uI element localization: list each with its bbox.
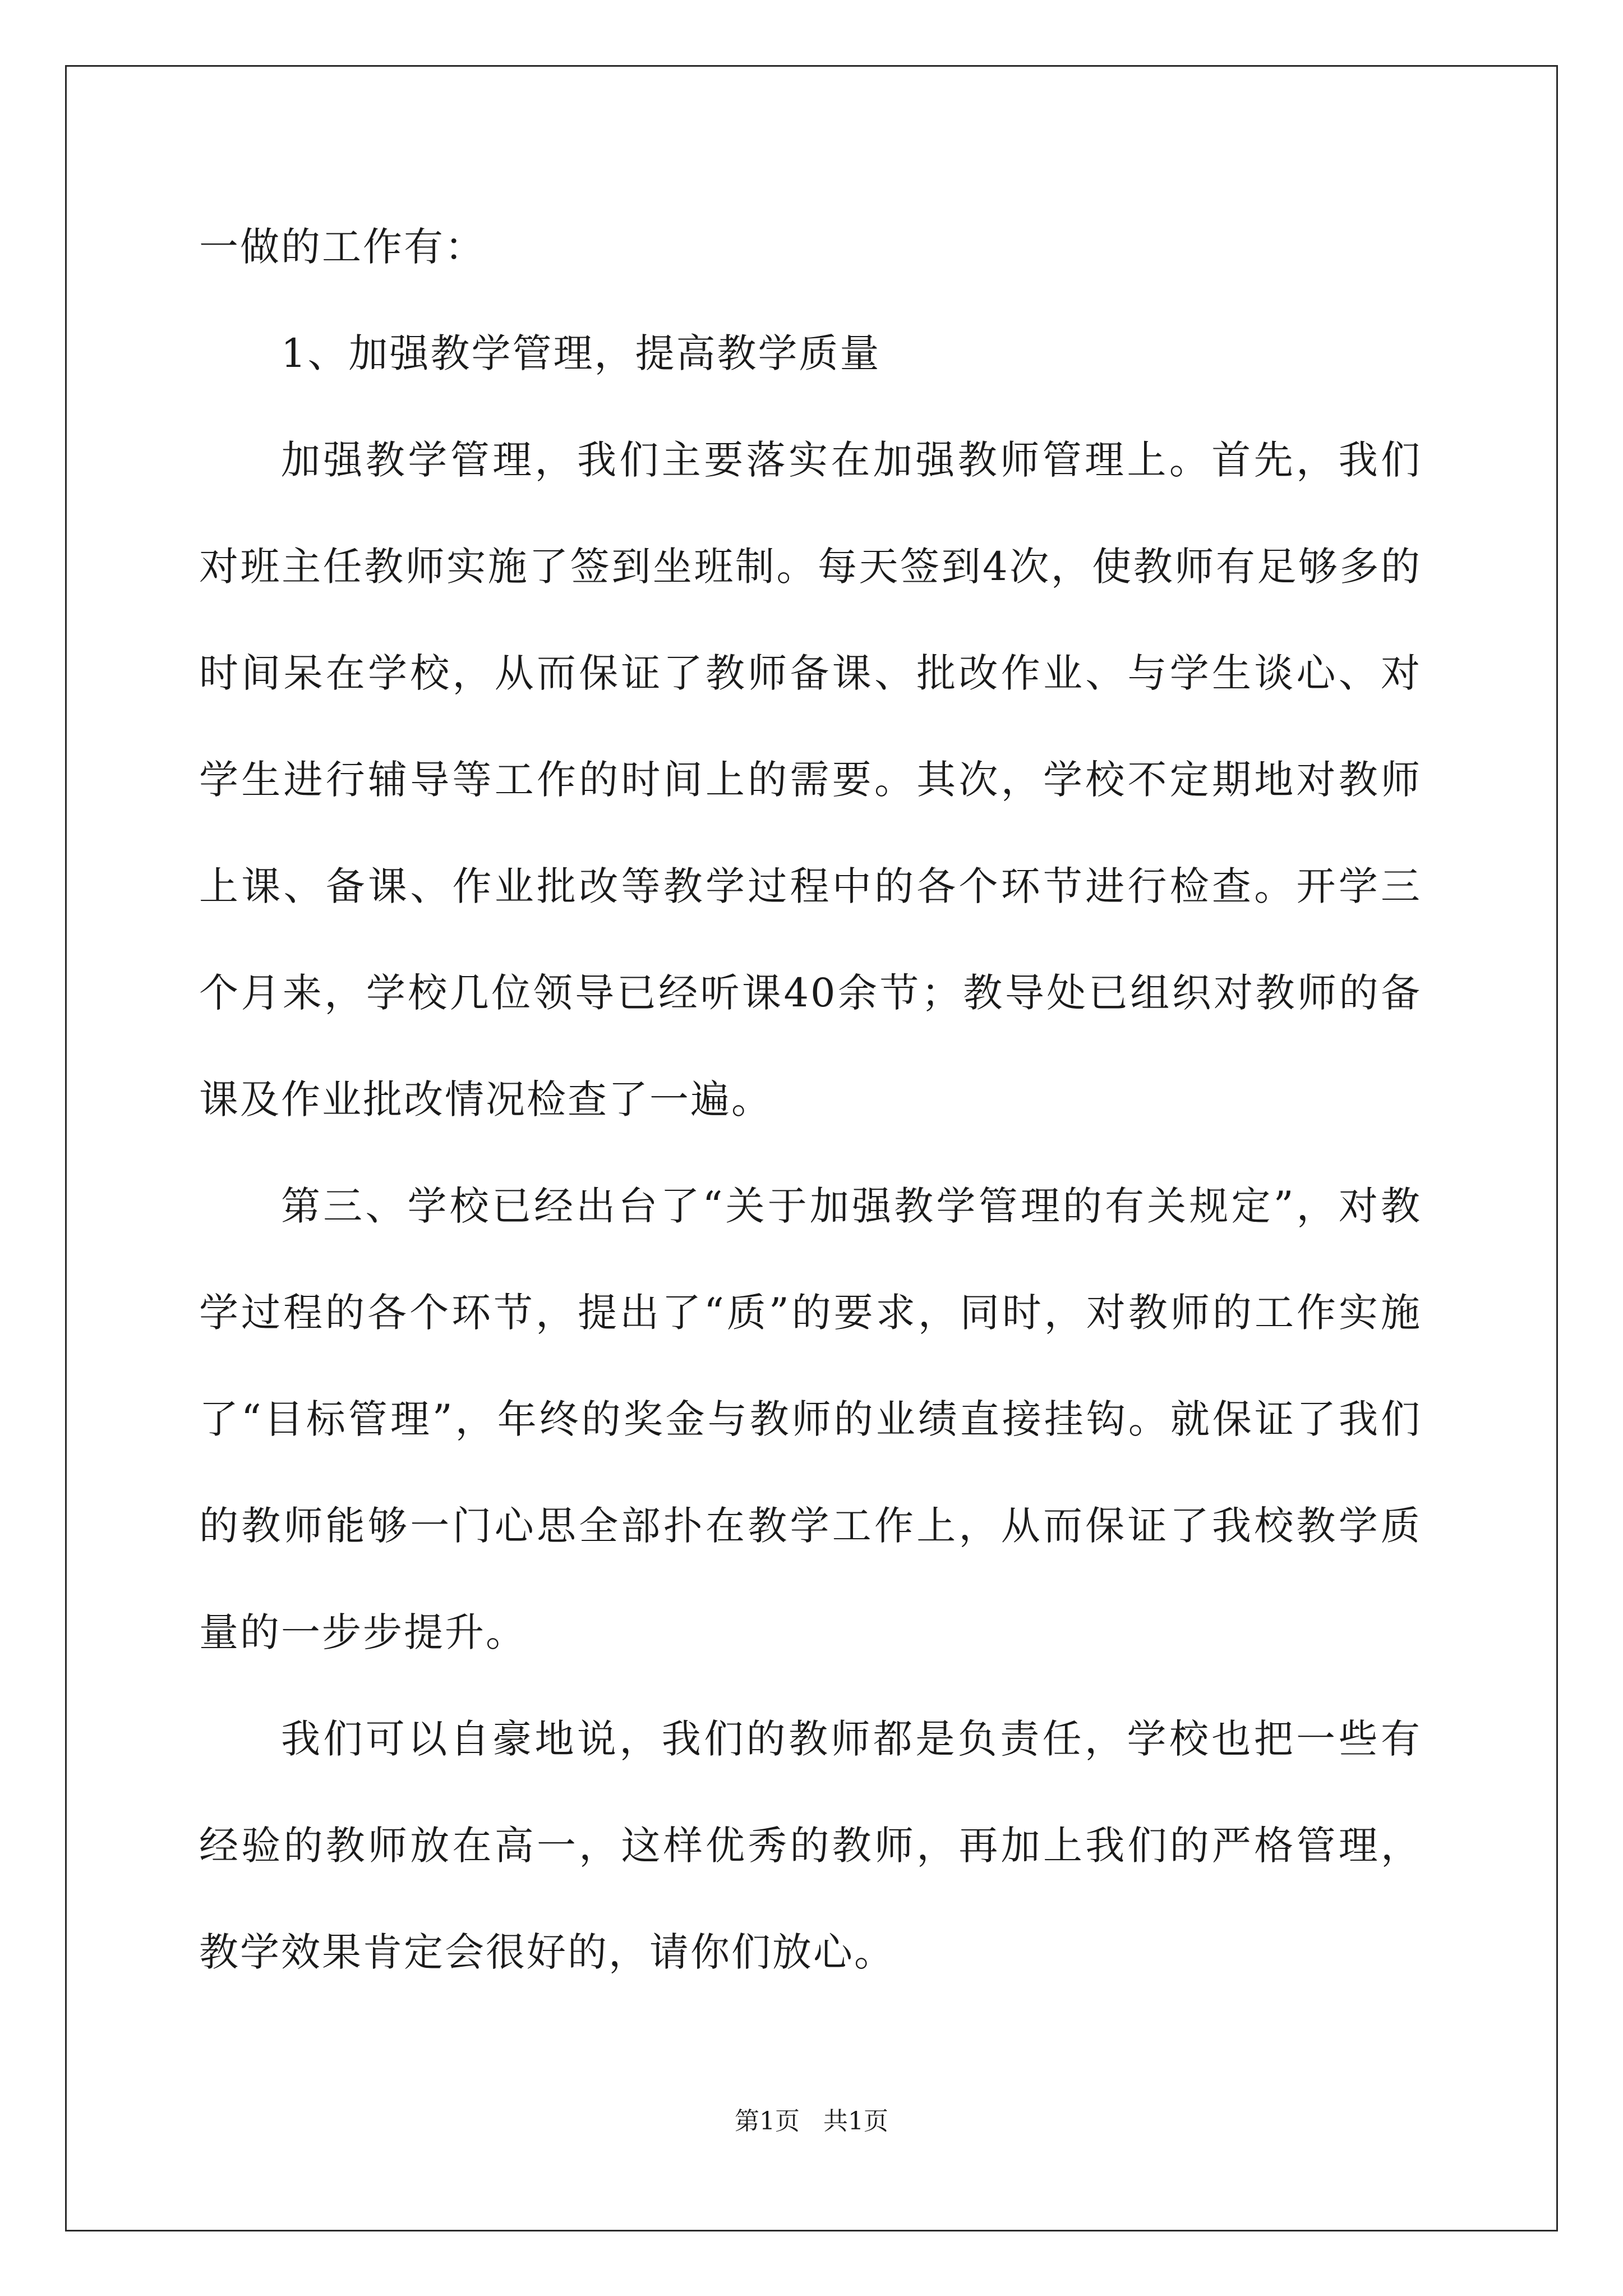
paragraph-conclusion: 我们可以自豪地说，我们的教师都是负责任，学校也把一些有经验的教师放在高一，这样优秀的教师，再加上我们的严格管理，教学效果肯定会很好的，请你们放心。 — [199, 1716, 1422, 1975]
document-body — [199, 194, 1422, 2005]
page-footer — [0, 2105, 1623, 2138]
paragraph-teaching-management: 加强教学管理，我们主要落实在加强教师管理上。首先，我们对班主任教师实施了签到坐班制。每天签到4次，使教师有足够多的时间呆在学校，从而保证了教师备课、批改作业、与学生谈心、对学生进行辅导等工作的时间上的需要。其次，学校不定期地对教师上课、备课、作业批改等教学过程中的各个环节进行检查。开学三个月来，学校几位领导已经听课40余节；教导处已组织对教师的备课及作业批改情况检查了一遍。 — [199, 437, 1422, 1122]
paragraph-intro: 一做的工作有： — [199, 224, 486, 270]
page-number-current: 第1页 — [735, 2107, 800, 2136]
page-number-total: 共1页 — [823, 2107, 888, 2136]
paragraph-regulations: 第三、学校已经出台了“关于加强教学管理的有关规定”，对教学过程的各个环节，提出了“质”的要求，同时，对教师的工作实施了“目标管理”，年终的奖金与教师的业绩直接挂钩。就保证了我们的教师能够一门心思全部扑在教学工作上，从而保证了我校教学质量的一步步提升。 — [199, 1183, 1422, 1655]
section-heading: 1、加强教学管理，提高教学质量 — [281, 330, 881, 376]
